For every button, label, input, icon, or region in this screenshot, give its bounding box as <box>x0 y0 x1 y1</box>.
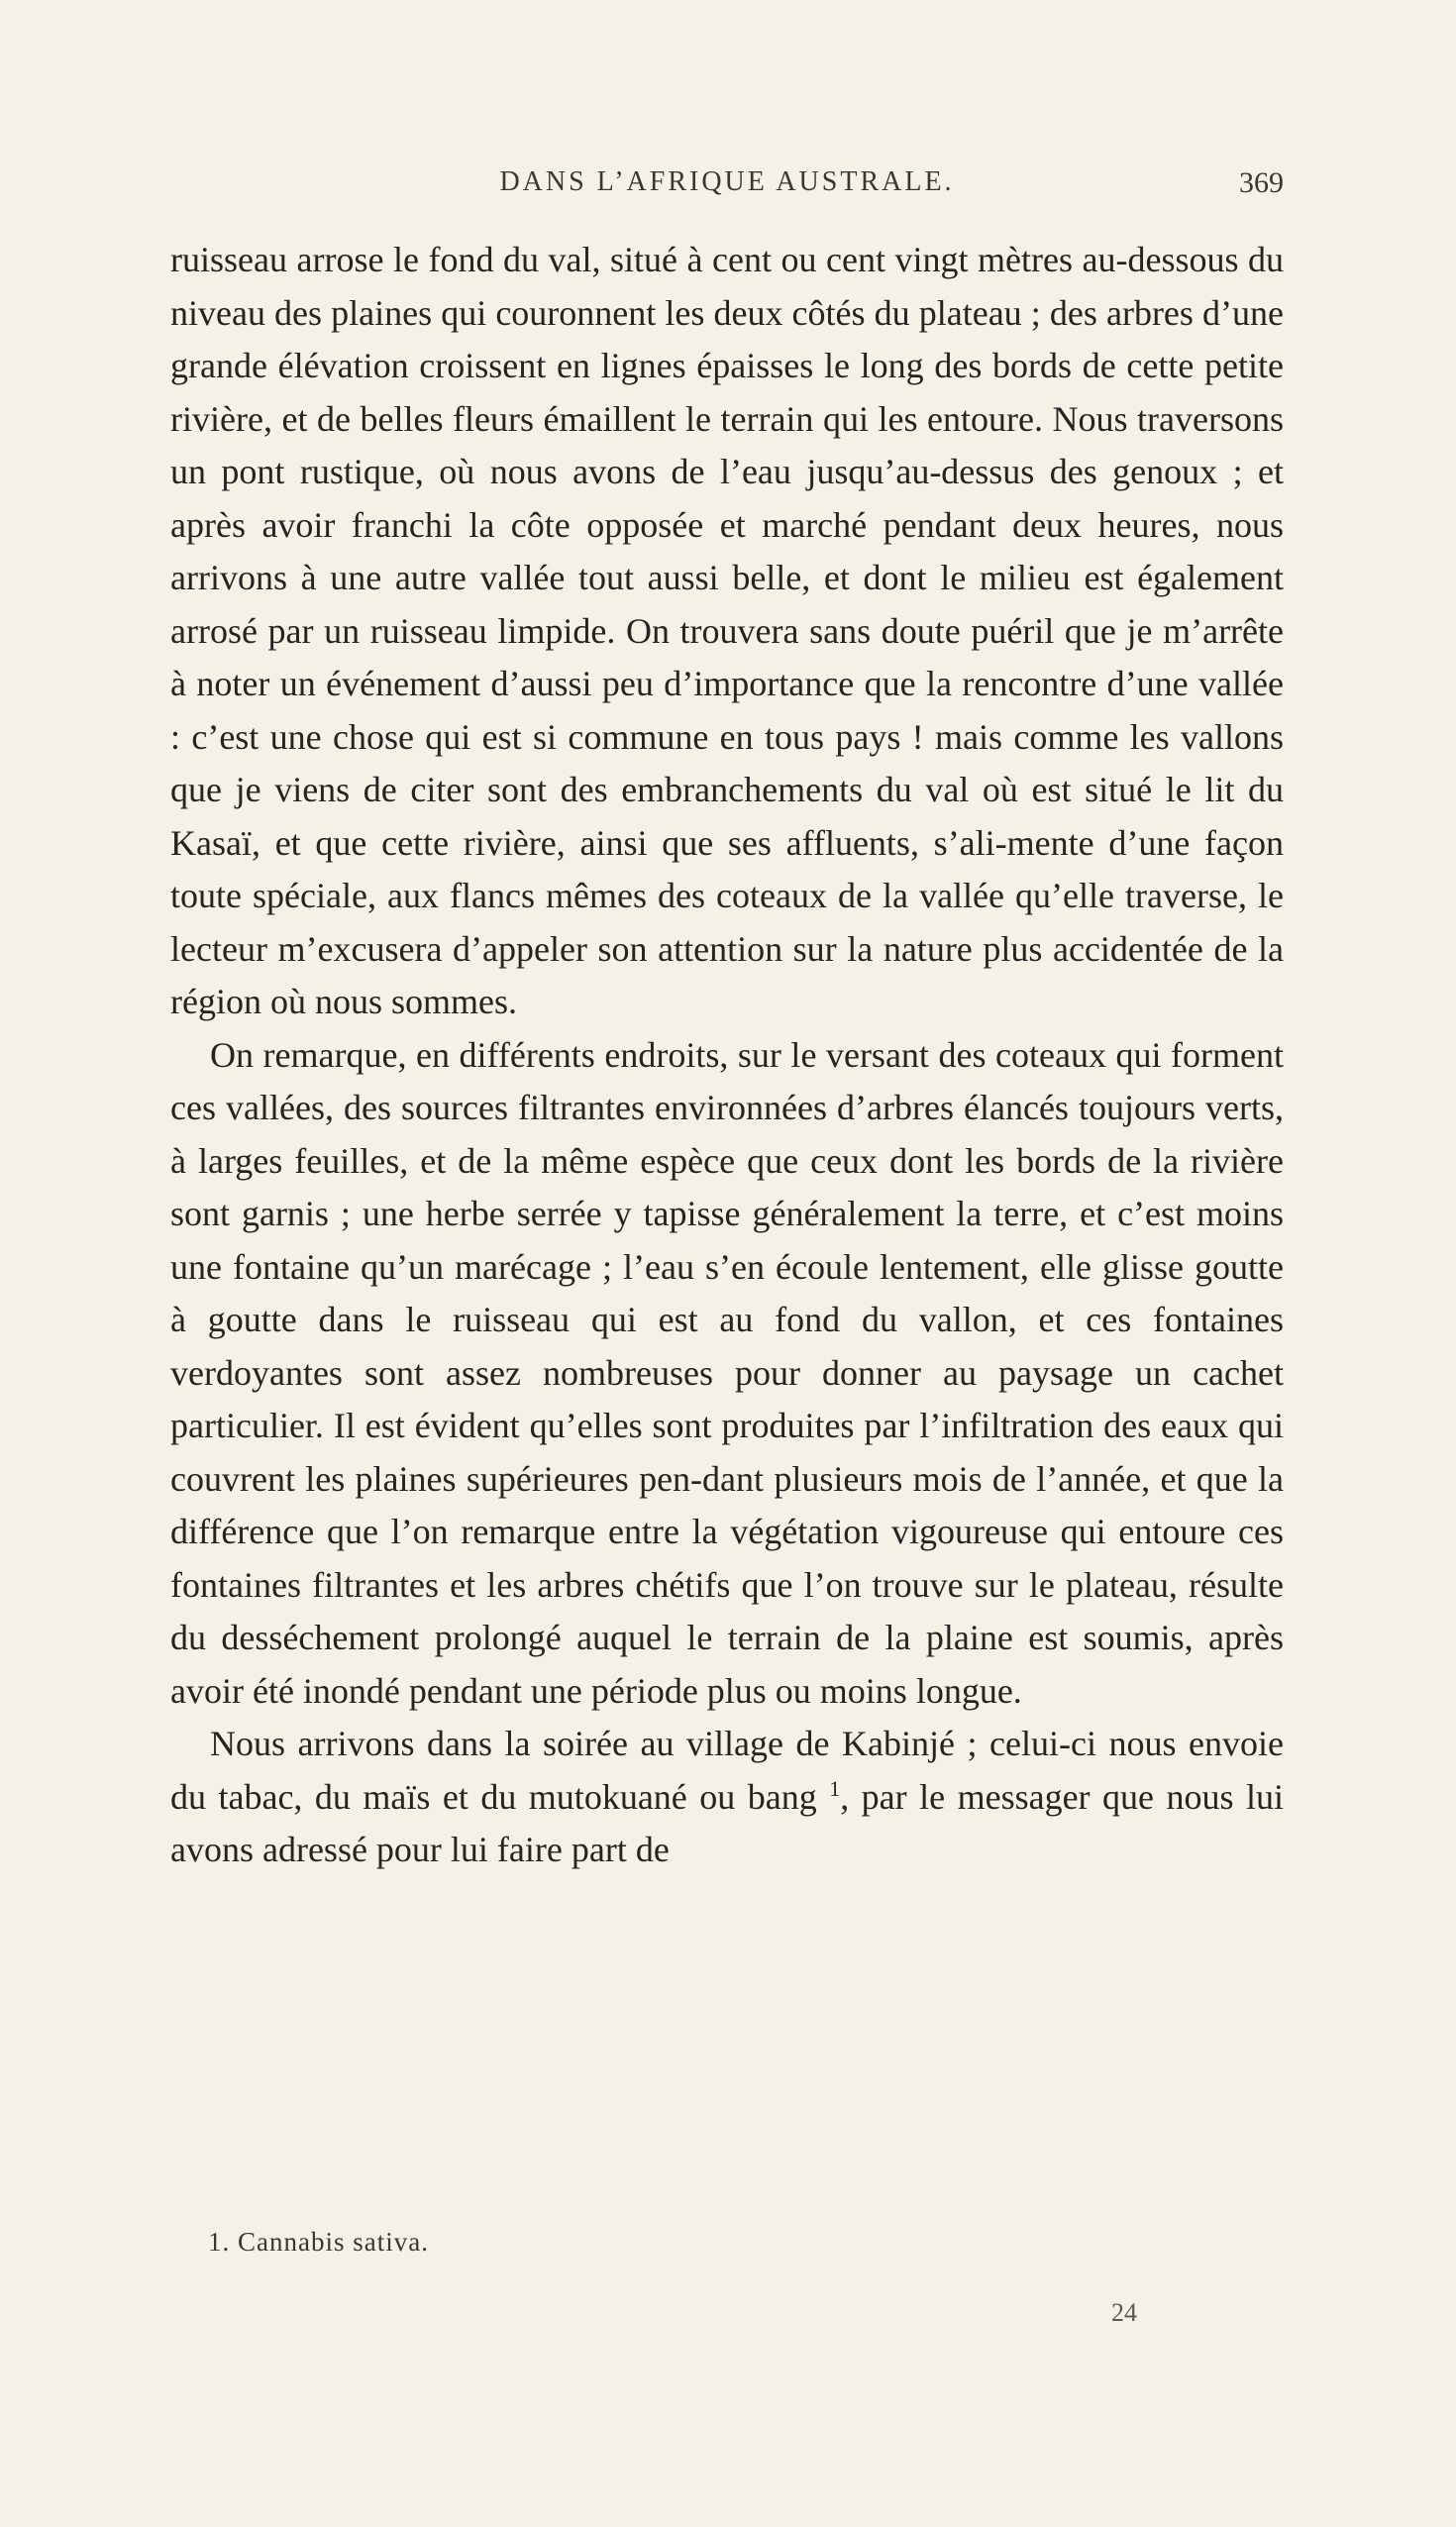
paragraph-2: On remarque, en différents endroits, sur le versant des coteaux qui forment ces vallées, des sources filtrantes environnées d’arbres élancés toujours verts, à larges feuilles, et de la même espèce que ceux dont les bords de la rivière sont garnis ; une herbe serrée y tapisse généralement la terre, et c’est moins une fontaine qu’un marécage ; l’eau s’en écoule lentement, elle glisse goutte à goutte dans le ruisseau qui est au fond du vallon, et ces fontaines verdoyantes sont assez nombreuses pour donner au paysage un cachet particulier. Il est évident qu’elles sont produites par l’infiltration des eaux qui couvrent les plaines supérieures pen-dant plusieurs mois de l’année, et que la différence que l’on remarque entre la végétation vigoureuse qui entoure ces fontaines filtrantes et les arbres chétifs que l’on trouve sur le plateau, résulte du desséchement prolongé auquel le terrain de la plaine est soumis, après avoir été inondé pendant une période plus ou moins longue. <box>170 1034 1284 1711</box>
paragraph-1: ruisseau arrose le fond du val, situé à cent ou cent vingt mètres au-dessous du niveau des plaines qui couronnent les deux côtés du plateau ; des arbres d’une grande élévation croissent en lignes épaisses le long des bords de cette petite rivière, et de belles fleurs émaillent le terrain qui les entoure. Nous traversons un pont rustique, où nous avons de l’eau jusqu’au-dessus des genoux ; et après avoir franchi la côte opposée et marché pendant deux heures, nous arrivons à une autre vallée tout aussi belle, et dont le milieu est également arrosé par un ruisseau limpide. On trouvera sans doute puéril que je m’arrête à noter un événement d’aussi peu d’importance que la rencontre d’une vallée : c’est une chose qui est si commune en tous pays ! mais comme les vallons que je viens de citer sont des embranchements du val où est situé le lit du Kasaï, et que cette rivière, ainsi que ses affluents, s’ali-mente d’une façon toute spéciale, aux flancs mêmes des coteaux de la vallée qu’elle traverse, le lecteur m’excusera d’appeler son attention sur la nature plus accidentée de la région où nous sommes. <box>170 240 1284 1021</box>
paragraph-3-text-start: Nous arrivons dans la soirée au village de Kabinjé ; celui-ci nous envoie du tabac, du maïs et du mutokuané ou bang <box>170 1724 1284 1817</box>
body-text <box>170 234 1284 1877</box>
signature-mark: 24 <box>1111 2298 1137 2327</box>
paragraph-3 <box>170 1718 1284 1877</box>
footnote-reference: 1 <box>829 1775 841 1801</box>
running-title: DANS L’AFRIQUE AUSTRALE. <box>499 166 955 197</box>
page-number: 369 <box>1239 166 1284 199</box>
paragraph-3-text-end: , par le messager que nous lui avons adressé pour lui faire part de <box>170 1776 1284 1869</box>
footnote: 1. Cannabis sativa. <box>208 2227 429 2257</box>
page-header <box>170 166 1284 212</box>
